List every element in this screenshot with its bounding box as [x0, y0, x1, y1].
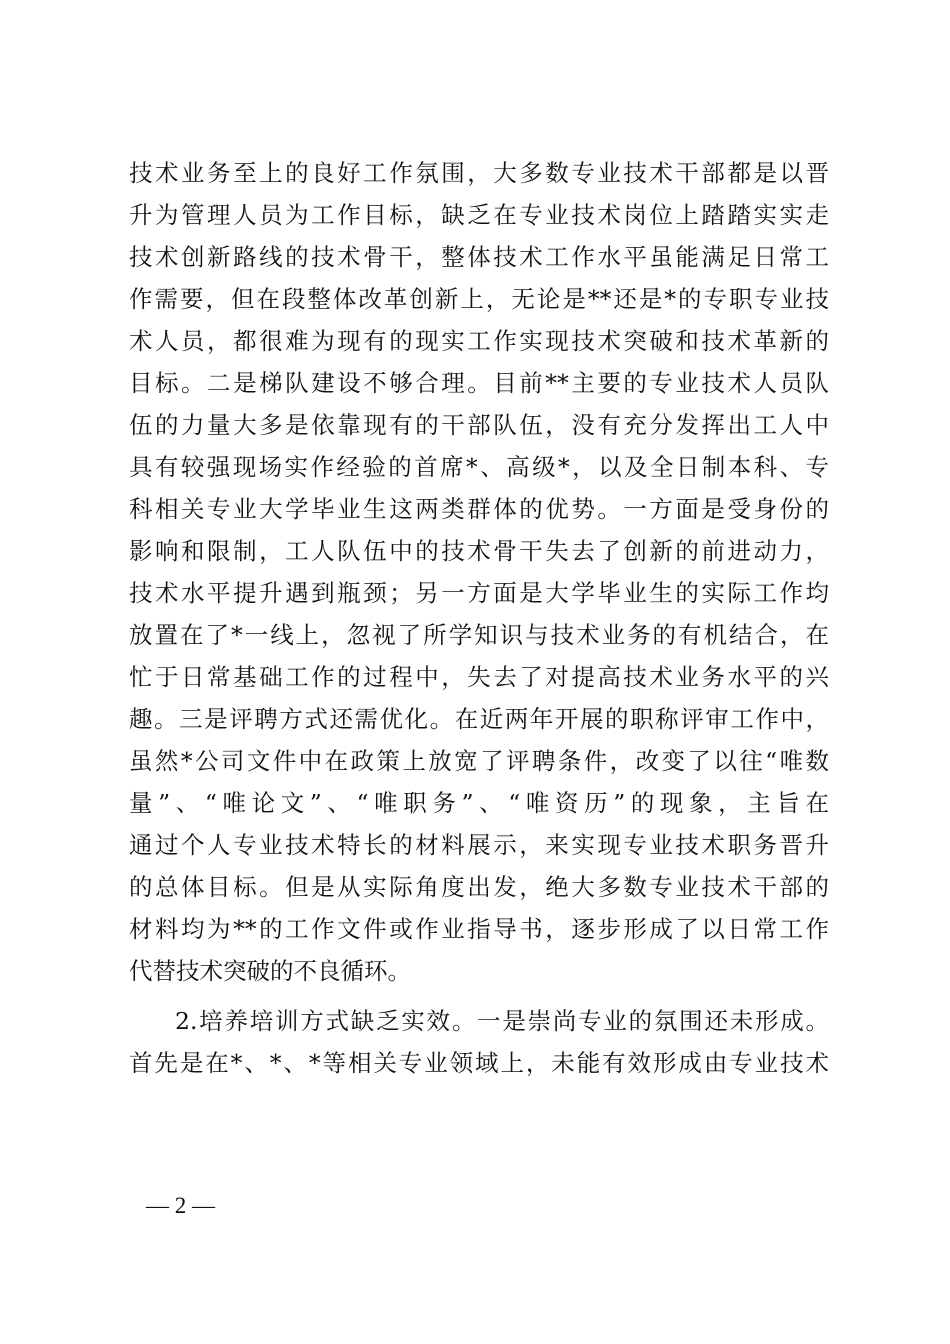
body-text — [129, 152, 829, 1084]
text-line: 影响和限制，工人队伍中的技术骨干失去了创新的前进动力， — [129, 537, 829, 565]
text-line: 技术业务至上的良好工作氛围，大多数专业技术干部都是以晋 — [129, 159, 829, 187]
text-line: 忙于日常基础工作的过程中，失去了对提高技术业务水平的兴 — [129, 663, 829, 691]
text-line: 升为管理人员为工作目标，缺乏在专业技术岗位上踏踏实实走 — [129, 201, 829, 229]
text-line: 2.培养培训方式缺乏实效。一是崇尚专业的氛围还未形成。 — [175, 1007, 829, 1035]
text-line: 通过个人专业技术特长的材料展示，来实现专业技术职务晋升 — [129, 831, 829, 859]
paragraph-gap — [129, 992, 829, 1000]
text-line: 技术创新路线的技术骨干，整体技术工作水平虽能满足日常工 — [129, 243, 829, 271]
text-line: 首先是在*、*、*等相关专业领域上，未能有效形成由专业技术 — [129, 1049, 829, 1077]
text-line: 伍的力量大多是依靠现有的干部队伍，没有充分发挥出工人中 — [129, 411, 829, 439]
text-line: 放置在了*一线上，忽视了所学知识与技术业务的有机结合，在 — [129, 621, 829, 649]
text-line: 目标。二是梯队建设不够合理。目前**主要的专业技术人员队 — [129, 369, 829, 397]
text-line: 量”、“唯论文”、“唯职务”、“唯资历”的现象，主旨在 — [129, 789, 829, 817]
text-line: 虽然*公司文件中在政策上放宽了评聘条件，改变了以往“唯数 — [129, 747, 829, 775]
paragraph-2 — [129, 1000, 829, 1084]
page-number: — 2 — — [146, 1193, 215, 1218]
text-line: 作需要，但在段整体改革创新上，无论是**还是*的专职专业技 — [129, 285, 829, 313]
text-line: 术人员，都很难为现有的现实工作实现技术突破和技术革新的 — [129, 327, 829, 355]
text-line: 趣。三是评聘方式还需优化。在近两年开展的职称评审工作中， — [129, 705, 829, 733]
text-line: 代替技术突破的不良循环。 — [129, 957, 411, 985]
text-line: 具有较强现场实作经验的首席*、高级*，以及全日制本科、专 — [129, 453, 829, 481]
text-line: 科相关专业大学毕业生这两类群体的优势。一方面是受身份的 — [129, 495, 829, 523]
text-line: 技术水平提升遇到瓶颈；另一方面是大学毕业生的实际工作均 — [129, 579, 829, 607]
text-line: 的总体目标。但是从实际角度出发，绝大多数专业技术干部的 — [129, 873, 829, 901]
paragraph-1 — [129, 152, 829, 992]
text-line: 材料均为**的工作文件或作业指导书，逐步形成了以日常工作 — [129, 915, 829, 943]
